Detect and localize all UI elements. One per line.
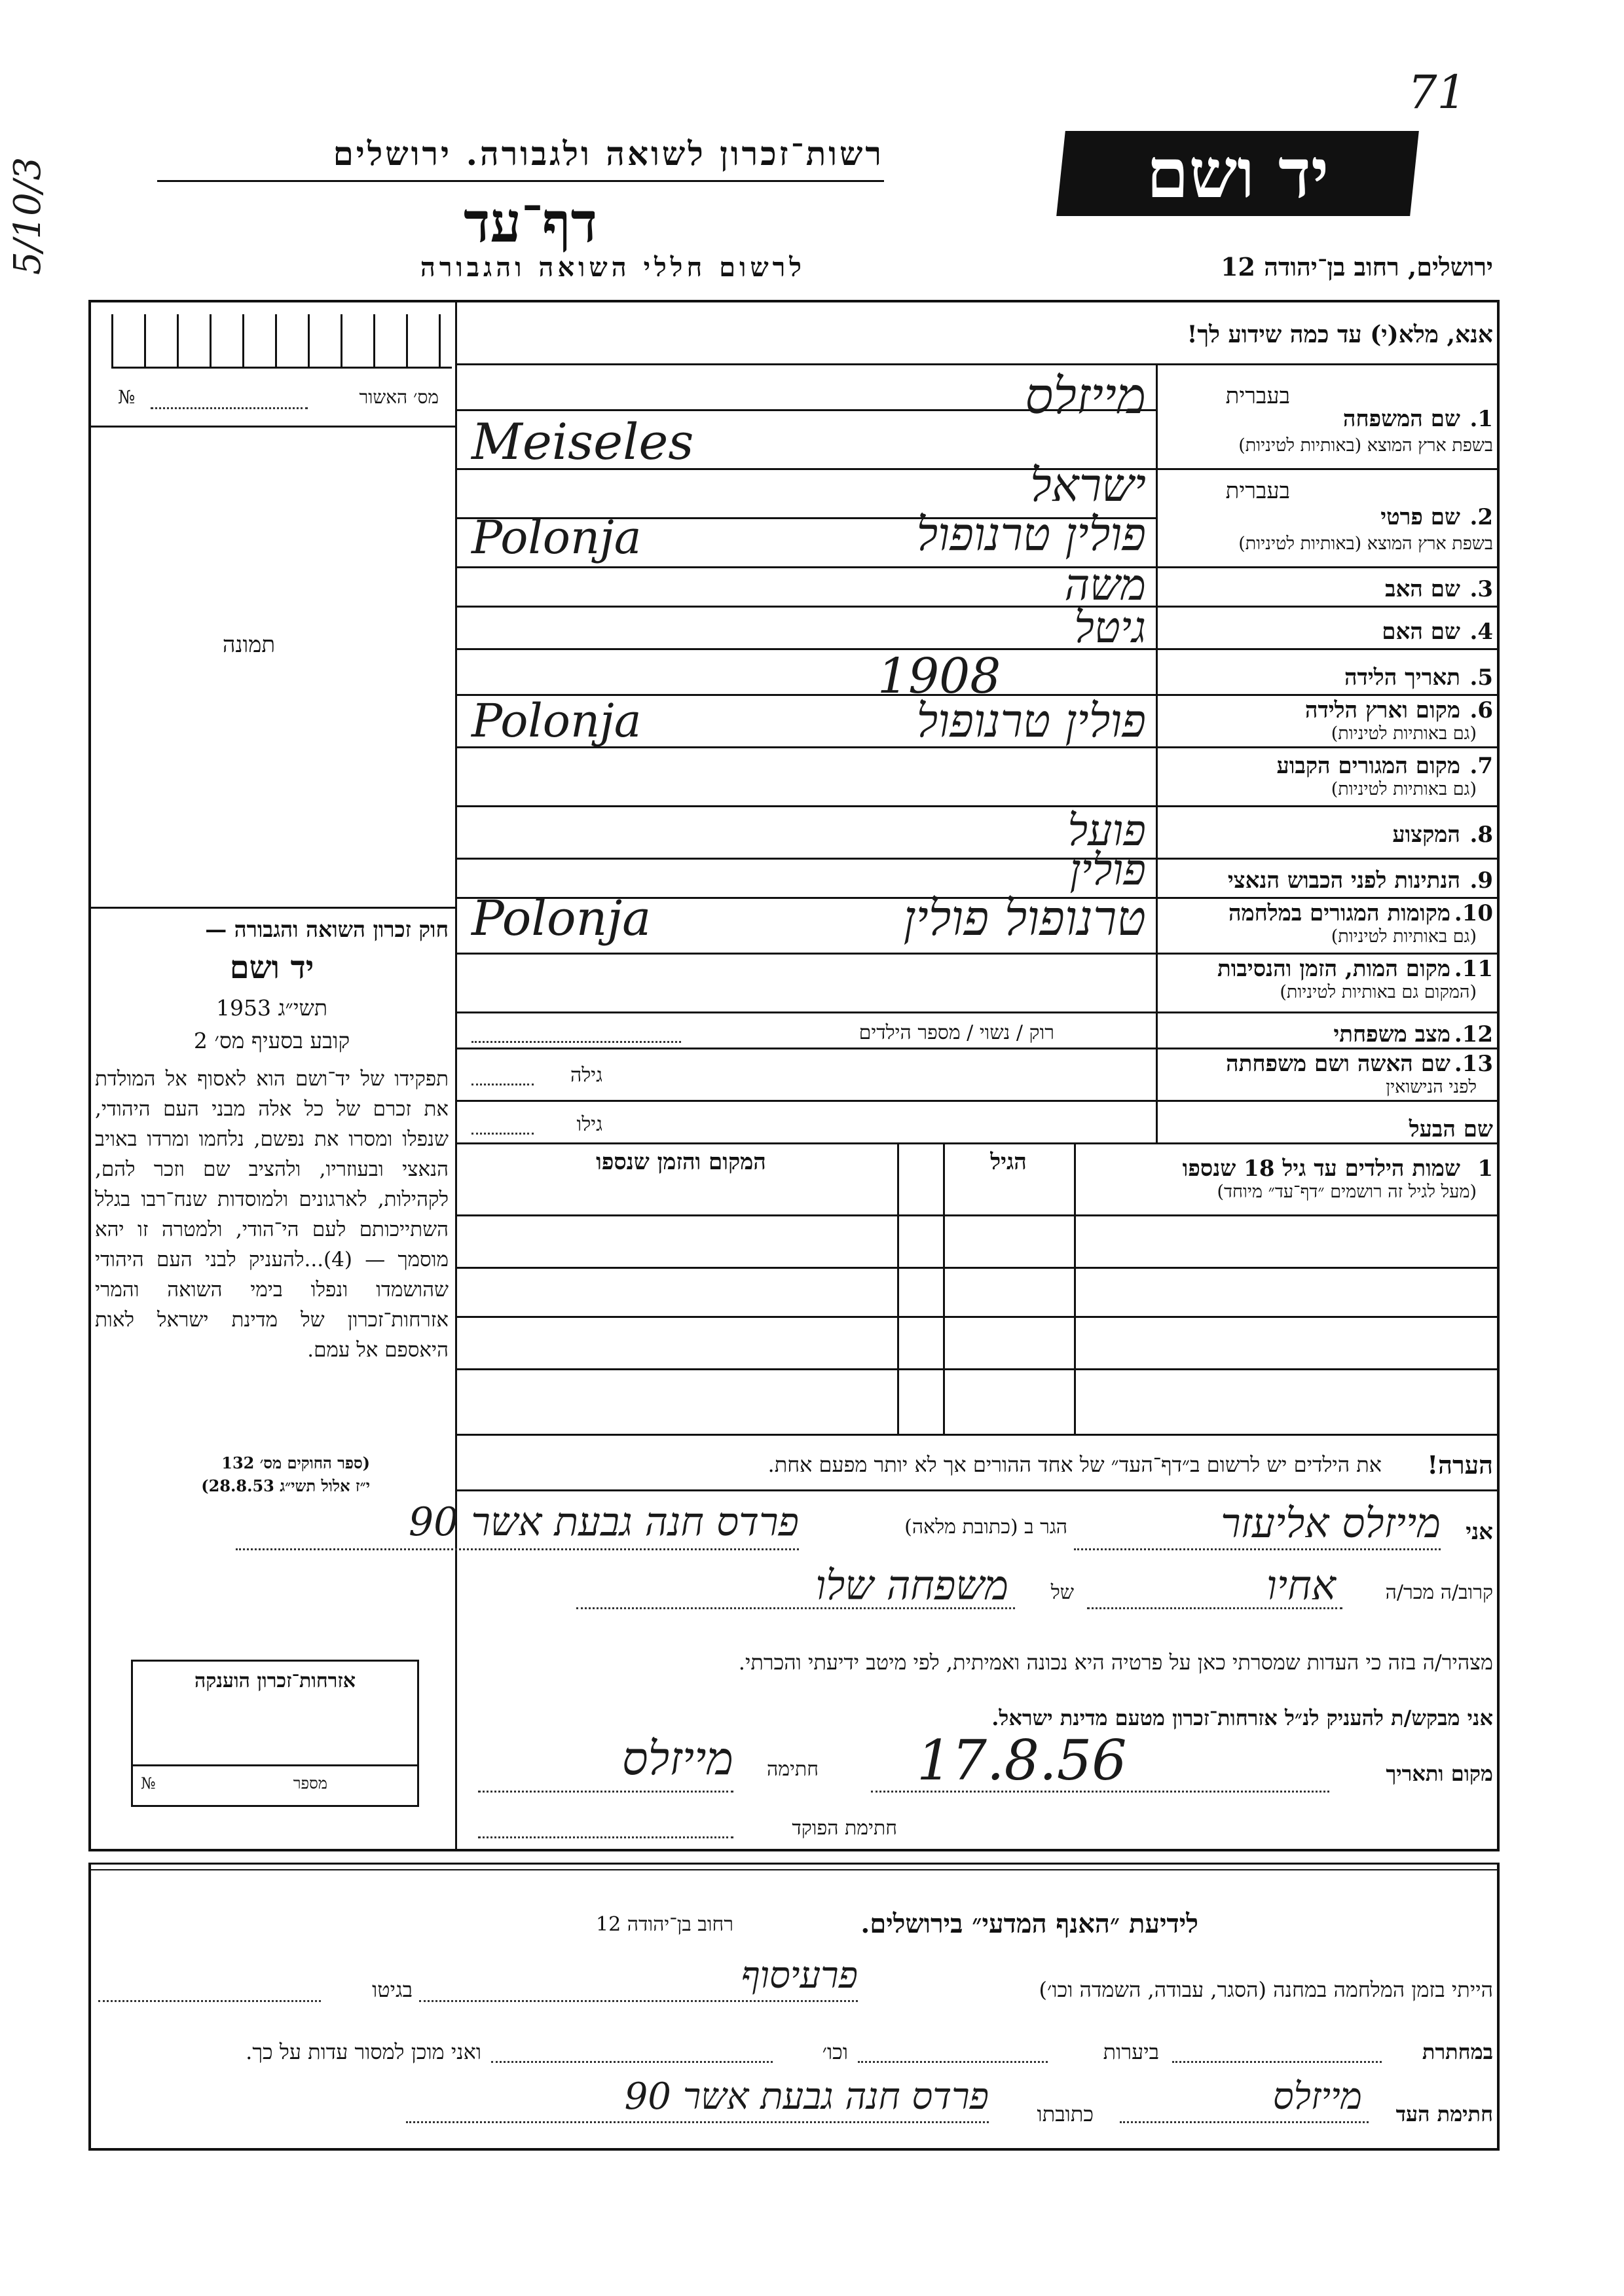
f12-label: מצב משפחתי [1333,1021,1450,1048]
header-rule [157,180,884,182]
decl-date-dots [871,1791,1329,1793]
law-title: חוק זכרון השואה והגבורה — [205,917,449,942]
f7-sub: (גם באותיות לטיניות) [1331,779,1477,799]
f5-value: 1908 [877,648,1001,704]
note-label: הערה! [1427,1450,1493,1480]
decl-relative-dots [1087,1607,1342,1609]
row-rule-12 [455,953,1500,955]
decl-officer-label: חתימת הפוקד [792,1817,897,1840]
children-sub: (מעל לגיל זה רושמים ״דף־עד״ מיוחד) [1217,1182,1477,1202]
husband-age-label: גילו [576,1113,602,1136]
f13-age-label: גילה [570,1064,602,1087]
decl-address-dots [236,1548,799,1550]
f1-value-hebrew: מייזלס [1025,367,1146,425]
f5-number: 5. [1469,665,1493,691]
witness-address-label: כתובתו [1037,2102,1094,2126]
children-col-place: המקום והזמן שנספו [596,1149,766,1175]
citizenship-box-rule [131,1764,419,1766]
ghetto-label: בגיטו [372,1977,413,2002]
attention-address: רחוב בן־יהודה 12 [596,1913,733,1936]
f1-value-latin: Meiseles [471,412,694,471]
citizenship-box-no: № [141,1774,156,1793]
children-row-1 [455,1214,1500,1216]
approval-ticks [111,314,452,369]
children-row-2 [455,1267,1500,1269]
f2-value-latin: Polonja [471,511,642,564]
f6-label: מקום וארץ הלידה [1304,697,1460,723]
attention-text: לידיעת ״האנף המדעי״ בירושלים. [860,1908,1198,1939]
f7-label: מקום המגורים הקבוע [1276,753,1460,779]
decl-signature-label: חתימה [767,1758,819,1781]
f10-number: 10. [1454,900,1493,926]
f1-label: שם המשפחה [1342,406,1460,432]
children-title: שמות הילדים עד גיל 18 שנספו [1182,1156,1460,1182]
decl-signature-value: מייזלס [621,1732,733,1785]
law-name: יד ושם [229,949,314,986]
decl-of-dots [576,1607,1015,1609]
f2-label: שם פרטי [1380,504,1460,530]
f10-sub: (גם באותיות לטיניות) [1331,926,1477,947]
f1-sub: בשפת ארץ המוצא (באותיות לטיניות) [1238,435,1493,456]
f10-value-hebrew: טרנופול פולין [903,890,1146,947]
f6-value-hebrew: פולין טרנופול [916,694,1146,748]
children-col-3 [897,1142,899,1434]
gazette: (ספר החוקים מס׳ 132 [221,1453,370,1472]
gazette-date: י״ז אלול תשי״ג 28.8.53) [201,1476,370,1495]
photo-rule [88,907,455,909]
f11-label: מקום המות, הזמן והנסיבות [1217,956,1450,982]
intro-text: אנא, מלא(י) עד כמה שידוע לך! [1187,321,1493,348]
f13-sub: לפני הנישואין [1386,1077,1477,1097]
decl-i-label: אני [1466,1519,1493,1545]
law-clause: קובע בסעיף מס׳ 2 [193,1028,350,1053]
page-number: 71 [1408,65,1467,119]
form-subtitle: לרשום חללי השואה והגבורה [420,252,805,283]
approval-dots [151,407,308,409]
f8-number: 8. [1469,822,1493,848]
witness-sig-label: חתימת העד [1395,2102,1493,2126]
law-year: תשי״ג 1953 [215,995,328,1021]
f13-age-dots [471,1084,534,1085]
ready-text: ואני מוכן למסור עדות על כך. [246,2039,481,2064]
husband-age-dots [471,1133,534,1135]
f10-label: מקומות המגורים במלחמה [1228,900,1450,926]
decl-name-value: מייזלס אליעזר [1221,1499,1441,1547]
f9-number: 9. [1469,867,1493,894]
decl-declare-text: מצהיר/ה בזה כי העדות שמסרתי כאן על פרטיה היא נכונה ואמיתית, לפי מיטב ידיעתי והכרתי. [738,1650,1493,1675]
f12-dots [471,1041,681,1043]
forest-label: ביערות [1103,2039,1159,2064]
witness-sig-value: מייזלס [1272,2075,1362,2118]
decl-residing: הגר ב (כתובת מלאה) [904,1516,1067,1539]
law-text: תפקידו של יד־ושם הוא לאסוף אל המולדת את זכרם של כל אלה מבני העם היהודי, שנפלו ומסרו את נפשם, נלחמו ומרדו באויב הנאצי ובעוזריו, ולהציב שם וזכר להם, לקהילות, לארגונים ולמוסדות שנח־רבו בגלל השתייכותם לעם הי־הודי, ולמטרה זו יהא מוסמך — (4)...להעניק לבני העם היהודי שהושמדו ונפלו בימי השואה והמרי אזרחות־זכרון של מדינת ישראל לאות היאספם אל עמם. [95,1067,449,1362]
f2-number: 2. [1469,504,1493,530]
f4-label: שם האם [1382,619,1460,645]
label-column-divider [1156,363,1158,1142]
intro-rule [455,363,1500,365]
citizenship-box-title: אזרחות־זכרון הוענקה [194,1669,356,1692]
address-line: ירושלים, רחוב בן־יהודה 12 [1221,252,1493,282]
margin-note: 5/10/3 [7,156,49,275]
note-rule [455,1489,1500,1491]
note-text: את הילדים יש לרשום ב״דף־העד״ של אחד ההורים אך לא יותר מפעם אחת. [767,1452,1382,1477]
children-col-1 [1074,1142,1076,1434]
photo-label: תמונה [222,632,276,658]
row-rule-15 [455,1100,1500,1102]
camp-line: הייתי בזמן המלחמה במחנה (הסגר, עבודה, השמדה וכו׳) [1039,1977,1493,2002]
f8-value: פועל [1067,805,1146,856]
witness-address-value: פרדס חנה גבעת אשר 90 [624,2075,989,2118]
bottom-frame [88,1863,1500,2151]
f12-value: רוק / נשוי / מספר הילדים [858,1021,1054,1044]
left-panel-divider [455,300,457,1851]
f1-number: 1. [1469,406,1493,432]
underground-label: במחתרת [1422,2039,1493,2064]
decl-request-text: אני מבקש/ת להעניק לנ״ל אזרחות־זכרון מטעם מדינת ישראל. [991,1705,1493,1730]
f4-number: 4. [1469,619,1493,645]
children-row-5 [455,1434,1500,1436]
approval-rule [88,426,455,428]
row-rule-13 [455,1011,1500,1013]
f8-label: המקצוע [1392,822,1460,848]
f13-label: שם האשה ושם משפחתה [1226,1051,1450,1077]
children-col-age: הגיל [990,1149,1027,1175]
approval-no: № [118,386,136,408]
f7-number: 7. [1469,753,1493,779]
children-row-3 [455,1316,1500,1318]
f6-value-latin: Polonja [471,694,642,748]
authority-title: רשות־זכרון לשואה ולגבורה. ירושלים [333,134,884,173]
children-col-2 [943,1142,945,1434]
row-rule-16 [455,1142,1500,1144]
decl-of-label: של [1050,1581,1074,1604]
children-number: 1 [1477,1156,1493,1182]
approval-label: מס׳ האשור [359,386,439,408]
f4-value: גיטל [1074,602,1146,653]
f3-value: משה [1064,560,1146,610]
decl-of-value: משפחה שלו [815,1561,1008,1609]
decl-signature-dots [478,1791,733,1793]
etc-label: וכו׳ [822,2039,848,2064]
camp-value: פרעיסוף [741,1954,858,1997]
row-rule-14 [455,1048,1500,1049]
citizenship-box-number: מספר [293,1774,327,1793]
f6-sub: (גם באותיות לטיניות) [1331,723,1477,744]
f2-value-hebrew: ישראל [1029,458,1146,512]
f9-label: הנתינות לפני הכבוש הנאצי [1227,867,1460,894]
decl-date-value: 17.8.56 [917,1728,1127,1793]
logo-text: יד ושם [1146,133,1329,213]
decl-relative-value: אחיו [1266,1561,1336,1609]
f2-hebrew-tag: בעברית [1225,478,1290,504]
husband-label: שם הבעל [1409,1116,1493,1142]
f1-hebrew-tag: בעברית [1225,383,1290,409]
decl-relative-label: קרוב/ה מכר/ה [1385,1581,1493,1604]
f6-number: 6. [1469,697,1493,723]
f11-sub: (המקום גם באותיות לטיניות) [1280,982,1477,1002]
decl-officer-dots [478,1836,733,1838]
f5-label: תאריך הלידה [1344,665,1460,691]
f2-value-line: פולין טרנופול [916,507,1146,561]
f12-number: 12. [1454,1021,1493,1048]
f9-value: פולין [1069,845,1146,895]
decl-name-dots [1074,1548,1441,1550]
form-title: דף־עד [463,190,597,255]
decl-place-date-label: מקום ותאריך [1386,1761,1493,1786]
f13-number: 13. [1454,1051,1493,1077]
children-row-4 [455,1368,1500,1370]
decl-address-value: פרדס חנה גבעת אשר 90 [408,1499,799,1545]
f3-label: שם האב [1385,576,1460,602]
f11-number: 11. [1454,956,1493,982]
f10-value-latin: Polonja [471,890,652,947]
f3-number: 3. [1469,576,1493,602]
f2-sub: בשפת ארץ המוצא (באותיות לטיניות) [1238,534,1493,554]
